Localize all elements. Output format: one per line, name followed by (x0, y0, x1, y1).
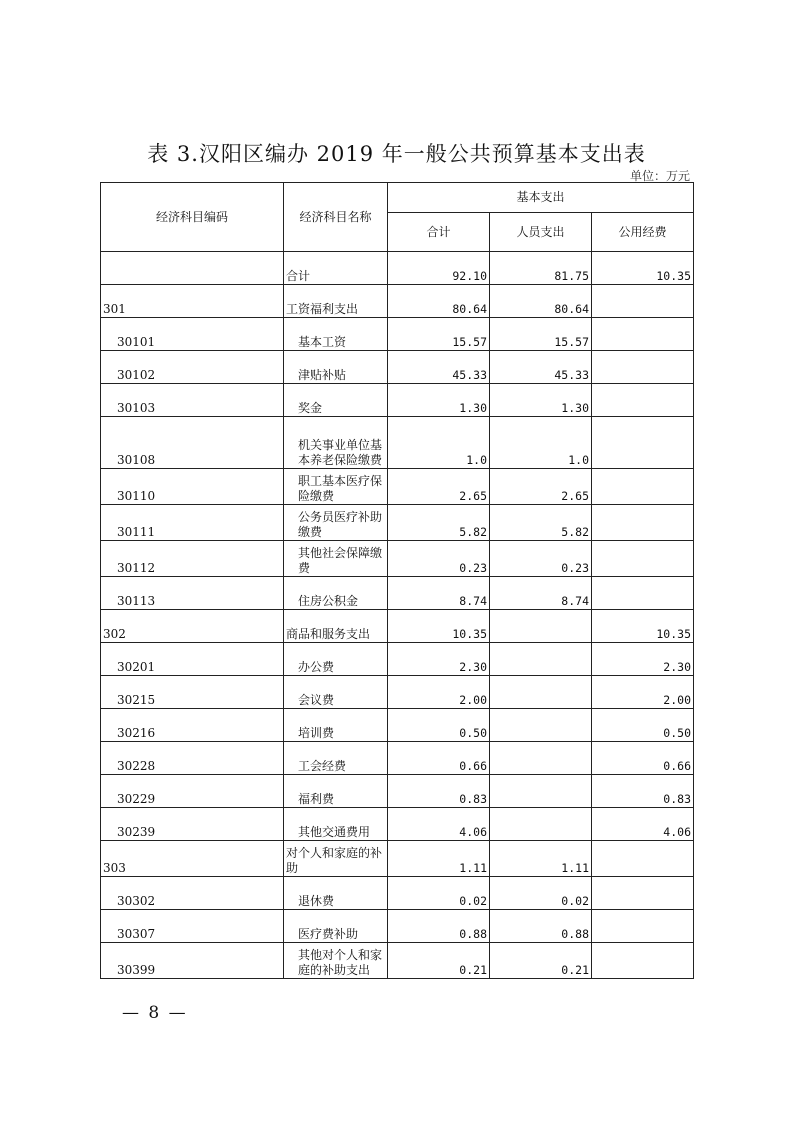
cell-name: 公务员医疗补助缴费 (284, 505, 388, 541)
cell-name: 其他对个人和家庭的补助支出 (284, 943, 388, 979)
cell-name: 合计 (284, 252, 388, 285)
table-row (101, 351, 694, 384)
cell-personnel: 0.23 (490, 541, 592, 577)
cell-public (592, 351, 694, 384)
cell-name: 基本工资 (284, 318, 388, 351)
table-row (101, 252, 694, 285)
cell-code: 30103 (101, 384, 284, 417)
table-row (101, 577, 694, 610)
cell-public (592, 943, 694, 979)
table-row (101, 742, 694, 775)
header-name: 经济科目名称 (284, 183, 388, 252)
cell-total: 10.35 (388, 610, 490, 643)
cell-code: 30101 (101, 318, 284, 351)
cell-name: 奖金 (284, 384, 388, 417)
cell-total: 0.50 (388, 709, 490, 742)
table-row (101, 775, 694, 808)
cell-name: 对个人和家庭的补助 (284, 841, 388, 877)
cell-name: 会议费 (284, 676, 388, 709)
table-row (101, 841, 694, 877)
page-number: — 8 — (122, 1003, 188, 1023)
cell-total: 0.23 (388, 541, 490, 577)
table-row (101, 541, 694, 577)
cell-total: 4.06 (388, 808, 490, 841)
table-row (101, 643, 694, 676)
cell-total: 2.30 (388, 643, 490, 676)
cell-total: 92.10 (388, 252, 490, 285)
cell-code: 30108 (101, 417, 284, 469)
cell-total: 1.0 (388, 417, 490, 469)
cell-code: 30201 (101, 643, 284, 676)
table-row (101, 709, 694, 742)
cell-personnel (490, 742, 592, 775)
cell-personnel: 0.21 (490, 943, 592, 979)
cell-total: 0.66 (388, 742, 490, 775)
cell-code: 30113 (101, 577, 284, 610)
cell-public (592, 541, 694, 577)
table-row (101, 610, 694, 643)
cell-public: 2.30 (592, 643, 694, 676)
cell-code: 30399 (101, 943, 284, 979)
cell-name: 工资福利支出 (284, 285, 388, 318)
cell-code: 302 (101, 610, 284, 643)
cell-code (101, 252, 284, 285)
cell-total: 2.65 (388, 469, 490, 505)
cell-total: 80.64 (388, 285, 490, 318)
cell-code: 30110 (101, 469, 284, 505)
cell-code: 30111 (101, 505, 284, 541)
cell-code: 30228 (101, 742, 284, 775)
cell-personnel (490, 610, 592, 643)
cell-public: 0.66 (592, 742, 694, 775)
table-row (101, 808, 694, 841)
cell-personnel: 45.33 (490, 351, 592, 384)
cell-name: 住房公积金 (284, 577, 388, 610)
table-row (101, 505, 694, 541)
cell-personnel (490, 775, 592, 808)
cell-personnel (490, 676, 592, 709)
cell-name: 培训费 (284, 709, 388, 742)
cell-personnel (490, 643, 592, 676)
table-row (101, 285, 694, 318)
cell-public (592, 469, 694, 505)
cell-personnel: 1.0 (490, 417, 592, 469)
cell-total: 1.11 (388, 841, 490, 877)
cell-code: 30102 (101, 351, 284, 384)
cell-personnel: 5.82 (490, 505, 592, 541)
cell-code: 30216 (101, 709, 284, 742)
cell-code: 30239 (101, 808, 284, 841)
cell-total: 0.88 (388, 910, 490, 943)
table-row (101, 676, 694, 709)
cell-total: 8.74 (388, 577, 490, 610)
header-personnel: 人员支出 (490, 213, 592, 252)
cell-personnel (490, 709, 592, 742)
cell-public: 10.35 (592, 610, 694, 643)
cell-name: 津贴补贴 (284, 351, 388, 384)
cell-total: 45.33 (388, 351, 490, 384)
cell-public: 10.35 (592, 252, 694, 285)
cell-total: 0.02 (388, 877, 490, 910)
table-row (101, 943, 694, 979)
cell-name: 福利费 (284, 775, 388, 808)
table-row (101, 469, 694, 505)
cell-name: 办公费 (284, 643, 388, 676)
cell-code: 30112 (101, 541, 284, 577)
header-public: 公用经费 (592, 213, 694, 252)
cell-public (592, 877, 694, 910)
header-code: 经济科目编码 (101, 183, 284, 252)
cell-personnel (490, 808, 592, 841)
cell-code: 301 (101, 285, 284, 318)
header-total: 合计 (388, 213, 490, 252)
cell-public: 0.83 (592, 775, 694, 808)
cell-personnel: 2.65 (490, 469, 592, 505)
cell-name: 商品和服务支出 (284, 610, 388, 643)
cell-name: 机关事业单位基本养老保险缴费 (284, 417, 388, 469)
cell-personnel: 1.11 (490, 841, 592, 877)
table-row (101, 318, 694, 351)
cell-personnel: 0.88 (490, 910, 592, 943)
cell-total: 1.30 (388, 384, 490, 417)
cell-code: 30307 (101, 910, 284, 943)
page-title: 表 3.汉阳区编办 2019 年一般公共预算基本支出表 (147, 142, 646, 166)
cell-name: 退休费 (284, 877, 388, 910)
cell-personnel: 80.64 (490, 285, 592, 318)
cell-name: 医疗费补助 (284, 910, 388, 943)
cell-public: 0.50 (592, 709, 694, 742)
cell-name: 其他社会保障缴费 (284, 541, 388, 577)
cell-total: 15.57 (388, 318, 490, 351)
cell-public (592, 910, 694, 943)
table-row (101, 910, 694, 943)
cell-public (592, 285, 694, 318)
cell-total: 2.00 (388, 676, 490, 709)
cell-public (592, 417, 694, 469)
cell-total: 5.82 (388, 505, 490, 541)
cell-personnel: 15.57 (490, 318, 592, 351)
cell-public (592, 577, 694, 610)
cell-name: 其他交通费用 (284, 808, 388, 841)
cell-code: 303 (101, 841, 284, 877)
cell-code: 30229 (101, 775, 284, 808)
unit-label: 单位：万元 (629, 169, 690, 183)
cell-personnel: 81.75 (490, 252, 592, 285)
cell-total: 0.83 (388, 775, 490, 808)
cell-public: 2.00 (592, 676, 694, 709)
cell-public: 4.06 (592, 808, 694, 841)
cell-personnel: 8.74 (490, 577, 592, 610)
cell-total: 0.21 (388, 943, 490, 979)
table-row (101, 877, 694, 910)
cell-public (592, 384, 694, 417)
cell-public (592, 505, 694, 541)
cell-public (592, 318, 694, 351)
cell-personnel: 1.30 (490, 384, 592, 417)
header-basic: 基本支出 (388, 183, 694, 213)
cell-name: 工会经费 (284, 742, 388, 775)
table-row (101, 384, 694, 417)
table-body (101, 252, 694, 979)
cell-personnel: 0.02 (490, 877, 592, 910)
cell-name: 职工基本医疗保险缴费 (284, 469, 388, 505)
budget-table (100, 182, 694, 979)
cell-code: 30302 (101, 877, 284, 910)
cell-code: 30215 (101, 676, 284, 709)
table-row (101, 417, 694, 469)
cell-public (592, 841, 694, 877)
